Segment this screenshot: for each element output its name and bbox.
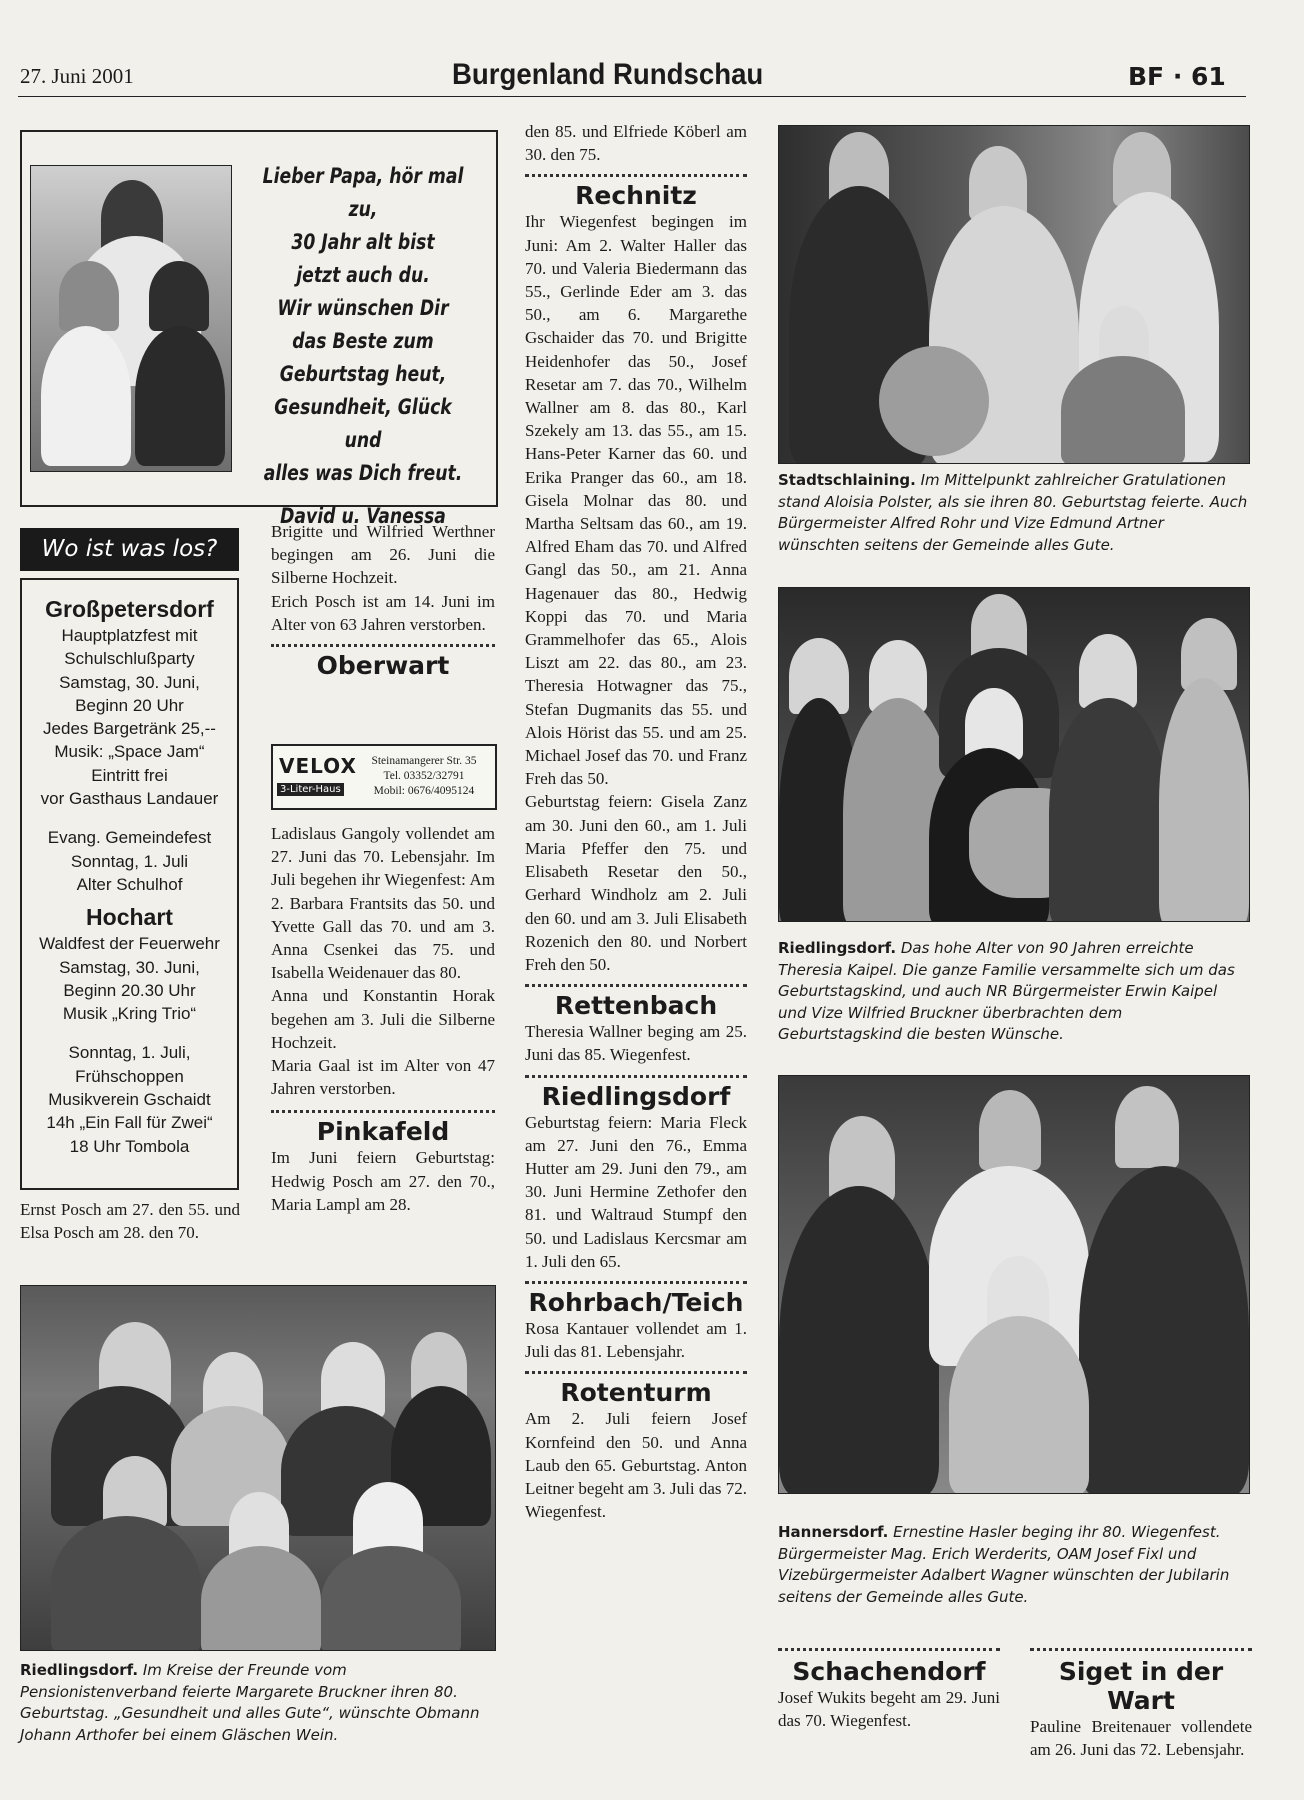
section-rotenturm: Rotenturm [560, 1378, 712, 1408]
paragraph: Ladislaus Gangoly vollendet am 27. Juni das 70. Lebensjahr. Im Juli begehen ihr Wiegenfest: Am 2. Barbara Frantsits das 50. und Yvette Gall das 70. und am 3. Anna Csenkei das 75. und Isabella Weidenauer das 80. [271, 824, 495, 983]
events-line: Hauptplatzfest mit [61, 626, 198, 645]
paragraph: Im Juni feiern Geburtstag: Hedwig Posch am 27. den 70., Maria Lampl am 28. [271, 1148, 495, 1214]
events-line: 18 Uhr Tombola [69, 1136, 190, 1156]
section-rechnitz: Rechnitz [575, 181, 697, 211]
poem-line: Gesundheit, Glück und [274, 395, 452, 452]
events-line: Samstag, 30. Juni, [59, 672, 200, 692]
caption-place: Hannersdorf. [778, 1523, 889, 1541]
paragraph: Rosa Kantauer vollendet am 1. Juli das 81. Lebensjahr. [525, 1318, 747, 1362]
events-town: Hochart [86, 904, 173, 931]
col1-tail-text: Ernst Posch am 27. den 55. und Elsa Posch am 28. den 70. [20, 1200, 240, 1243]
caption-text: Das hohe Alter von 90 Jahren erreichte Theresia Kaipel. Die ganze Familie versammelte sich um das Geburtstagskind, und auch NR Bürgermeister Erwin Kaipel und Vize Wilfried Bruckner überbrachten dem Geburtstagskind die besten Wünsche. [778, 939, 1235, 1043]
section-rohrbach: Rohrbach/Teich [528, 1287, 744, 1317]
col3 [525, 120, 747, 1523]
photo-riedlingsdorf-family [778, 587, 1250, 922]
events-line: Evang. Gemeindefest [47, 828, 212, 848]
paragraph: Anna und Konstantin Horak begehen am 3. Juli die Silberne Hochzeit. [271, 986, 495, 1052]
caption-hannersdorf [778, 1522, 1248, 1608]
events-line: Musik: „Space Jam“ [54, 742, 205, 762]
events-line: vor Gasthaus Landauer [40, 789, 219, 809]
paragraph: Brigitte und Wilfried Werthner begingen am 26. Juni die Silberne Hochzeit. [271, 522, 495, 588]
paragraph: Erich Posch ist am 14. Juni im Alter von 63 Jahren verstorben. [271, 591, 495, 634]
section-siget: Siget in der Wart [1058, 1657, 1224, 1715]
greeting-family-photo [30, 165, 232, 472]
photo-hannersdorf [778, 1075, 1250, 1494]
paragraph: Pauline Breitenauer vollendete am 26. Juni das 72. Lebensjahr. [1030, 1717, 1252, 1760]
ad-logo: VELOX [279, 754, 357, 778]
caption-text: Im Kreise der Freunde vom Pensionistenverband feierte Margarete Bruckner ihren 80. Geburtstag. „Gesundheit und alles Gute“, wünschte Obmann Johann Arthofer bei einem Gläschen Wein. [20, 1661, 480, 1744]
ad-line: Mobil: 0676/4095124 [373, 785, 475, 797]
paragraph: Josef Wukits begeht am 29. Juni das 70. Wiegenfest. [778, 1688, 1000, 1731]
paragraph: den 85. und Elfriede Köberl am 30. den 75. [525, 122, 747, 165]
paragraph: Geburtstag feiern: Gisela Zanz am 30. Juni den 60., am 1. Juli Maria Pfeffer den 75. und Elisabeth Resetar den 50., Gerhard Windholz am 2. Juli den 60. und am 3. Juli Elisabeth Rozenich den 80. und Norbert Freh den 50. [525, 792, 747, 974]
caption-text: Ernestine Hasler beging ihr 80. Wiegenfest. Bürgermeister Mag. Erich Werderits, OAM Josef Fixl und Vizebürgermeister Adalbert Wagner wünschten der Jubilarin seitens der Gemeinde alles Gute. [778, 1523, 1230, 1606]
section-rettenbach: Rettenbach [554, 991, 718, 1021]
events-line: Schulschlußparty [64, 649, 195, 669]
events-line: Waldfest der Feuerwehr [39, 934, 220, 954]
events-town: Großpetersdorf [45, 596, 214, 622]
section-pinkafeld: Pinkafeld [316, 1117, 450, 1147]
caption-text: Im Mittelpunkt zahlreicher Gratulationen stand Aloisia Polster, als sie ihren 80. Geburtstag feierte. Auch Bürgermeister Alfred Rohr und Vize Edmund Artner wünschten seitens der Gemeinde alles Gute. [778, 471, 1248, 554]
poem-line: 30 Jahr alt bist [291, 230, 435, 254]
events-line: Eintritt frei [91, 765, 168, 785]
caption-riedlingsdorf-friends [20, 1660, 498, 1746]
poem-signature: David u. Vanessa [280, 504, 446, 528]
caption-riedlingsdorf-family [778, 938, 1248, 1046]
poem-line: Geburtstag heut, [279, 362, 447, 386]
events-line: Frühschoppen [75, 1066, 184, 1086]
events-box [20, 578, 239, 1190]
events-line: Sonntag, 1. Juli [70, 851, 189, 871]
paragraph: Geburtstag feiern: Maria Fleck am 27. Juni den 76., Emma Hutter am 29. Juni den 79., am 30. Juni Hermine Zethofer den 81. und Waltraud Stumpf den 50. und Ladislaus Kercsmar am 1. Juli den 65. [525, 1112, 747, 1271]
ad-sub: 3-Liter-Haus [277, 783, 344, 796]
events-line: Musik „Kring Trio“ [62, 1004, 197, 1024]
caption-place: Riedlingsdorf. [778, 939, 897, 957]
section-block-siget [1030, 1648, 1252, 1761]
poem-line: Lieber Papa, hör mal zu, [262, 164, 464, 221]
ad-line: Steinamangerer Str. 35 [371, 755, 477, 767]
section-oberwart: Oberwart [316, 651, 450, 681]
events-line: Musikverein Gschaidt [48, 1090, 211, 1110]
col2-lower [271, 822, 495, 1216]
paragraph: Theresia Wallner beging am 25. Juni das 85. Wiegenfest. [525, 1022, 747, 1065]
photo-riedlingsdorf-friends [20, 1285, 496, 1651]
events-line: Jedes Bargetränk 25,-- [43, 719, 216, 739]
poem-line: jetzt auch du. [296, 263, 430, 287]
poem-line: Wir wünschen Dir [277, 296, 449, 320]
page-number: BF · 61 [1128, 62, 1226, 91]
section-block-schachendorf [778, 1648, 1000, 1732]
header-rule [18, 96, 1246, 97]
events-title: Wo ist was los? [41, 536, 218, 562]
greeting-poem [238, 160, 488, 533]
col2-upper [271, 520, 495, 680]
ad-line: Tel. 03352/32791 [383, 770, 465, 782]
events-line: Beginn 20.30 Uhr [63, 980, 196, 1000]
poem-line: das Beste zum [292, 329, 434, 353]
issue-date: 27. Juni 2001 [20, 64, 134, 88]
events-line: 14h „Ein Fall für Zwei“ [46, 1113, 213, 1133]
caption-stadtschlaining [778, 470, 1248, 556]
ad-address [357, 754, 491, 799]
events-line: Beginn 20 Uhr [75, 695, 184, 715]
paragraph: Maria Gaal ist im Alter von 47 Jahren verstorben. [271, 1056, 495, 1099]
poem-line: alles was Dich freut. [263, 461, 463, 485]
events-line: Samstag, 30. Juni, [59, 957, 200, 977]
paragraph: Am 2. Juli feiern Josef Kornfeind den 50. und Anna Laub den 65. Geburtstag. Anton Leitner begeht am 3. Juli das 72. Wiegenfest. [525, 1409, 747, 1522]
paragraph: Ihr Wiegenfest begingen im Juni: Am 2. Walter Haller das 70. und Valeria Biedermann das 55., Gerlinde Eder am 3. das 50., am 6. Margarethe Gschaider das 70. und Brigitte Heidenhofer das 50., Josef Resetar am 7. das 70., Wilhelm Wallner am 8. das 80., Karl Szekely am 13. das 55., am 15. Hans-Peter Karner das 60. und Erika Pranger das 60., am 18. Gisela Molnar das 80. und Martha Seltsam das 60., am 19. Alfred Eham das 70. und Alfred Gangl das 50., am 21. Anna Hagenauer das 80., Hedwig Koppi das 70. und Maria Grammelhofer das 65., Alois Liszt am 22. das 80., am 23. Theresia Hotwagner das 75., Stefan Dugmanits das 55. und Alois Hörist das 55. und am 25. Michael Josef das 70. und Franz Freh das 50. [525, 212, 747, 789]
caption-place: Stadtschlaining. [778, 471, 916, 489]
caption-place: Riedlingsdorf. [20, 1661, 139, 1679]
events-line: Alter Schulhof [76, 874, 183, 894]
events-line: Sonntag, 1. Juli, [68, 1043, 191, 1063]
velox-ad [271, 744, 497, 810]
photo-stadtschlaining [778, 125, 1250, 464]
section-riedlingsdorf: Riedlingsdorf [541, 1081, 731, 1111]
events-title-bar [20, 528, 239, 571]
section-schachendorf: Schachendorf [792, 1657, 986, 1686]
newspaper-title: Burgenland Rundschau [452, 58, 764, 91]
